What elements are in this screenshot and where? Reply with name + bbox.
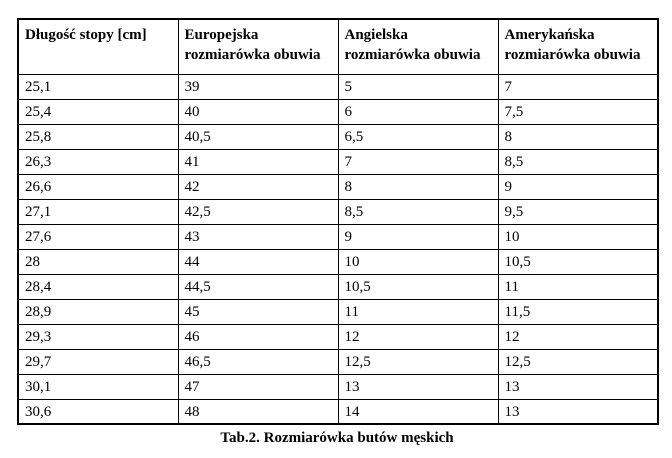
table-row [18,224,658,249]
table-cell: 12 [498,324,658,349]
table-row [18,149,658,174]
table-cell: 13 [498,399,658,424]
table-cell: 46,5 [178,349,338,374]
table-cell: 13 [498,374,658,399]
table-caption: Tab.2. Rozmiarówka butów męskich [220,430,454,447]
table-cell: 30,6 [18,399,178,424]
table-cell: 11,5 [498,299,658,324]
table-row [18,274,658,299]
table-cell: 25,1 [18,74,178,99]
table-cell: 9 [498,174,658,199]
table-cell: 12,5 [498,349,658,374]
column-header: Amerykańska rozmiarówka obuwia [498,19,658,74]
table-cell: 42 [178,174,338,199]
table-cell: 8 [498,124,658,149]
table-cell: 29,3 [18,324,178,349]
table-cell: 48 [178,399,338,424]
table-row [18,124,658,149]
column-header: Długość stopy [cm] [18,19,178,74]
table-cell: 11 [338,299,498,324]
table-cell: 13 [338,374,498,399]
table-cell: 10 [338,249,498,274]
table-cell: 10,5 [338,274,498,299]
table-cell: 7,5 [498,99,658,124]
table-cell: 8 [338,174,498,199]
table-cell: 6 [338,99,498,124]
table-cell: 47 [178,374,338,399]
table-row [18,374,658,399]
table-cell: 7 [338,149,498,174]
table-row [18,349,658,374]
table-cell: 25,8 [18,124,178,149]
table-cell: 9,5 [498,199,658,224]
table-row [18,249,658,274]
table-cell: 8,5 [338,199,498,224]
table-cell: 6,5 [338,124,498,149]
column-header: Europejska rozmiarówka obuwia [178,19,338,74]
table-cell: 41 [178,149,338,174]
shoe-size-table [17,18,659,425]
table-cell: 45 [178,299,338,324]
table-cell: 44 [178,249,338,274]
table-cell: 14 [338,399,498,424]
table-row [18,324,658,349]
table-cell: 40,5 [178,124,338,149]
table-cell: 40 [178,99,338,124]
table-cell: 25,4 [18,99,178,124]
table-cell: 5 [338,74,498,99]
table-cell: 46 [178,324,338,349]
table-cell: 29,7 [18,349,178,374]
table-cell: 11 [498,274,658,299]
table-cell: 10 [498,224,658,249]
table-row [18,99,658,124]
table-cell: 7 [498,74,658,99]
table-row [18,74,658,99]
table-cell: 44,5 [178,274,338,299]
table-cell: 27,1 [18,199,178,224]
table-cell: 10,5 [498,249,658,274]
table-cell: 30,1 [18,374,178,399]
header-row [18,19,658,74]
table-row [18,174,658,199]
table-row [18,199,658,224]
table-cell: 12 [338,324,498,349]
table-row [18,399,658,424]
table-cell: 28,4 [18,274,178,299]
table-cell: 27,6 [18,224,178,249]
table-cell: 42,5 [178,199,338,224]
table-cell: 28,9 [18,299,178,324]
table-cell: 26,3 [18,149,178,174]
table-body [18,74,658,424]
table-cell: 43 [178,224,338,249]
table-cell: 26,6 [18,174,178,199]
table-cell: 8,5 [498,149,658,174]
column-header: Angielska rozmiarówka obuwia [338,19,498,74]
table-cell: 9 [338,224,498,249]
table-cell: 12,5 [338,349,498,374]
table-cell: 39 [178,74,338,99]
table-row [18,299,658,324]
table-cell: 28 [18,249,178,274]
